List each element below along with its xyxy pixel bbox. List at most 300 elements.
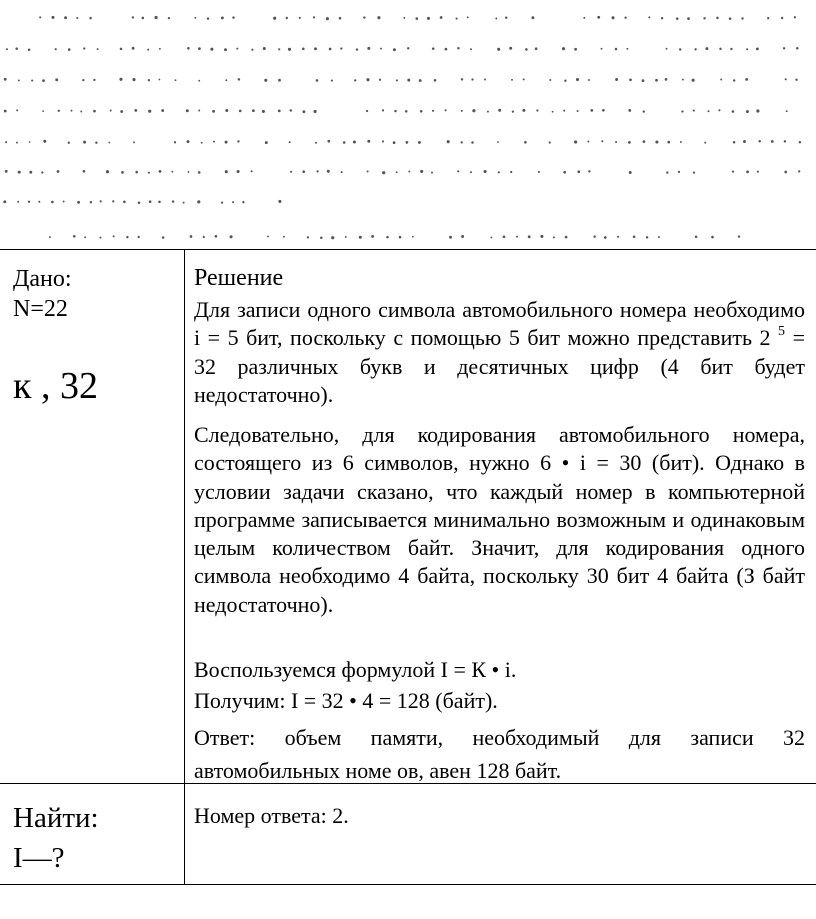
faded-dot <box>467 16 469 18</box>
faded-dot <box>252 109 255 112</box>
faded-dot <box>418 141 421 144</box>
faded-dot <box>363 16 365 18</box>
faded-dot <box>159 170 162 173</box>
faded-dot <box>132 47 135 50</box>
faded-dot <box>148 79 150 81</box>
faded-dot <box>267 235 269 237</box>
faded-dot <box>694 48 696 50</box>
faded-dot <box>743 140 746 143</box>
faded-dot <box>138 201 141 204</box>
faded-dot <box>18 171 21 174</box>
faded-dot <box>29 171 32 174</box>
faded-dot <box>798 170 800 172</box>
faded-dot <box>412 236 414 238</box>
faded-dot <box>16 142 18 144</box>
column-divider <box>184 250 185 884</box>
faded-dot <box>716 17 719 20</box>
faded-dot <box>553 236 555 238</box>
faded-dot <box>503 235 506 238</box>
faded-dot <box>198 171 201 174</box>
faded-dot <box>665 78 668 81</box>
faded-dot <box>343 141 346 144</box>
faded-dot <box>643 110 645 112</box>
paragraph-1-text-a: Для записи одного символа автомобильного номера необходимо i = 5 бит, поскольку с помощью 5 бит можно представить 2 <box>194 297 805 351</box>
faded-dot <box>498 109 501 112</box>
faded-dot <box>593 235 595 237</box>
faded-dot <box>123 201 126 204</box>
faded-dot <box>89 17 91 19</box>
faded-dot <box>535 47 538 50</box>
faded-dot <box>577 170 580 173</box>
faded-dot <box>741 17 743 19</box>
faded-dot <box>626 48 628 50</box>
faded-dot <box>49 236 51 238</box>
faded-dot <box>563 110 565 112</box>
faded-dot <box>278 200 281 203</box>
faded-dot <box>497 141 499 143</box>
faded-dot <box>624 17 626 19</box>
faded-dot <box>198 80 200 82</box>
faded-dot <box>565 236 568 239</box>
faded-dot <box>190 235 193 238</box>
faded-dot <box>55 48 57 50</box>
faded-dot <box>135 171 138 174</box>
faded-dot <box>730 48 732 50</box>
faded-dot <box>676 17 679 20</box>
faded-dot <box>51 201 54 204</box>
faded-dot <box>194 17 196 19</box>
faded-dot <box>316 170 318 172</box>
faded-dot <box>461 78 463 80</box>
faded-dot <box>781 17 783 19</box>
faded-dot <box>604 236 607 239</box>
faded-dot <box>756 109 759 112</box>
faded-dot <box>784 140 786 142</box>
faded-dot <box>711 236 714 239</box>
faded-dot <box>511 79 513 81</box>
faded-dot <box>15 47 18 50</box>
faded-dot <box>432 47 435 50</box>
faded-dot <box>470 171 472 173</box>
faded-dot <box>531 16 534 19</box>
faded-dot <box>83 141 86 144</box>
faded-dot <box>756 47 759 50</box>
faded-dot <box>601 140 603 142</box>
faded-dot <box>794 16 796 18</box>
faded-dot <box>757 171 759 173</box>
faded-dot <box>225 141 228 144</box>
faded-dot <box>440 16 443 19</box>
faded-dot <box>767 17 769 19</box>
faded-dot <box>225 170 228 173</box>
faded-dot <box>80 111 82 113</box>
find-target: I—? <box>13 842 65 874</box>
faded-dot <box>602 109 605 112</box>
faded-dot <box>237 140 239 142</box>
faded-dot <box>687 17 690 20</box>
faded-dot <box>587 141 589 143</box>
faded-dot <box>394 110 396 112</box>
faded-dot <box>183 202 185 204</box>
faded-dot <box>746 48 748 50</box>
faded-dot <box>187 140 190 143</box>
faded-dot <box>447 140 450 143</box>
faded-dot <box>17 201 19 203</box>
faded-dot <box>564 80 566 82</box>
faded-dot <box>238 78 241 81</box>
find-label: Найти: <box>13 802 99 834</box>
faded-dot <box>3 200 6 203</box>
faded-dot <box>41 171 43 173</box>
faded-dot <box>158 79 160 81</box>
faded-dot <box>549 79 551 81</box>
faded-dot <box>77 201 80 204</box>
faded-dot <box>432 110 434 112</box>
faded-dot <box>6 48 8 50</box>
power-exponent: 5 <box>778 323 786 339</box>
faded-dot <box>733 141 736 144</box>
faded-dot <box>367 140 370 143</box>
faded-dot <box>95 142 97 144</box>
faded-dot <box>415 17 418 20</box>
faded-dot <box>359 236 362 239</box>
faded-dot <box>327 170 330 173</box>
faded-dot <box>353 140 356 143</box>
faded-dot <box>210 48 213 51</box>
faded-dot <box>720 79 722 81</box>
faded-dot <box>168 17 170 19</box>
faded-dot <box>419 79 422 82</box>
faded-dot <box>525 48 528 51</box>
faded-dot <box>213 141 215 143</box>
faded-dot <box>329 48 332 51</box>
faded-dot <box>237 170 240 173</box>
faded-dot <box>540 235 543 238</box>
faded-dot <box>590 109 593 112</box>
faded-dot <box>484 170 487 173</box>
faded-dot <box>471 141 474 144</box>
faded-dot <box>407 79 410 82</box>
faded-dot <box>158 201 161 204</box>
faded-dot <box>597 16 600 19</box>
faded-dot <box>110 109 112 111</box>
faded-dot <box>278 79 281 82</box>
faded-dot <box>648 16 650 18</box>
faded-dot <box>655 140 658 143</box>
faded-dot <box>461 110 463 112</box>
faded-dot <box>134 109 137 112</box>
faded-dot <box>509 47 512 50</box>
faded-dot <box>99 237 101 239</box>
faded-dot <box>408 171 410 173</box>
faded-dot <box>405 110 408 113</box>
faded-dot <box>290 171 292 173</box>
faded-dot <box>549 141 551 143</box>
faded-dot <box>783 47 785 49</box>
faded-dot <box>746 170 749 173</box>
faded-dot <box>4 78 7 81</box>
solution-formula: Воспользуемся формулой I = К • i. <box>194 657 517 682</box>
faded-dot <box>230 235 233 238</box>
faded-dot <box>666 48 668 50</box>
faded-dot <box>265 141 268 144</box>
faded-dot <box>679 48 681 50</box>
faded-dot <box>396 171 398 173</box>
faded-dot <box>356 48 358 50</box>
solution-result: Получим: I = 32 • 4 = 128 (байт). <box>194 688 498 713</box>
faded-dot <box>339 17 342 20</box>
faded-dot <box>90 201 92 203</box>
faded-dot <box>615 48 618 51</box>
faded-dot <box>795 79 797 81</box>
solution-title: Решение <box>194 265 284 291</box>
faded-dot <box>302 110 305 113</box>
faded-dot <box>784 171 787 174</box>
faded-text-dots <box>0 0 816 245</box>
faded-dot <box>172 200 174 202</box>
faded-dot <box>307 236 309 238</box>
faded-dot <box>678 171 680 173</box>
faded-dot <box>745 78 748 81</box>
faded-dot <box>113 235 115 237</box>
faded-dot <box>106 170 109 173</box>
faded-dot <box>28 48 31 51</box>
faded-dot <box>42 110 44 112</box>
faded-dot <box>84 236 86 238</box>
faded-dot <box>161 109 164 112</box>
faded-dot <box>251 170 253 172</box>
faded-dot <box>667 141 670 144</box>
faded-dot <box>251 49 253 51</box>
faded-dot <box>262 110 265 113</box>
faded-dot <box>661 17 663 19</box>
faded-dot <box>120 110 123 113</box>
faded-dot <box>28 201 30 203</box>
faded-dot <box>615 78 618 81</box>
faded-dot <box>512 110 514 112</box>
faded-dot <box>487 111 489 113</box>
faded-dot <box>484 79 486 81</box>
faded-dot <box>420 110 423 113</box>
faded-dot <box>461 235 464 238</box>
faded-dot <box>692 79 695 82</box>
faded-dot <box>93 110 96 113</box>
faded-dot <box>186 109 189 112</box>
faded-dot <box>538 171 540 173</box>
faded-dot <box>646 236 648 238</box>
faded-dot <box>132 78 135 81</box>
faded-dot <box>221 202 223 204</box>
faded-dot <box>29 141 31 143</box>
faded-dot <box>302 48 305 51</box>
faded-dot <box>197 200 200 203</box>
faded-dot <box>221 16 224 19</box>
faded-dot <box>758 140 760 142</box>
faded-dot <box>38 201 40 203</box>
faded-dot <box>132 16 134 18</box>
faded-dot <box>278 110 281 113</box>
faded-dot <box>239 110 242 113</box>
faded-dot <box>427 17 430 20</box>
faded-dot <box>289 141 291 143</box>
faded-dot <box>495 18 497 20</box>
faded-dot <box>445 48 448 51</box>
faded-dot <box>232 201 234 203</box>
faded-dot <box>142 17 145 20</box>
faded-dot <box>83 47 85 49</box>
faded-dot <box>273 17 276 20</box>
faded-dot <box>693 171 695 173</box>
faded-dot <box>302 170 305 173</box>
faded-dot <box>4 110 7 113</box>
faded-dot <box>680 141 682 143</box>
faded-dot <box>203 236 205 238</box>
faded-dot <box>796 47 799 50</box>
faded-dot <box>431 171 433 173</box>
given-n-value: N=22 <box>13 296 68 322</box>
faded-dot <box>695 236 698 239</box>
faded-dot <box>5 141 7 143</box>
faded-dot <box>288 48 291 51</box>
faded-dot <box>371 235 374 238</box>
faded-dot <box>331 236 334 239</box>
faded-dot <box>771 140 774 143</box>
faded-dot <box>366 78 369 81</box>
faded-dot <box>242 201 244 203</box>
faded-dot <box>471 78 473 80</box>
faded-dot <box>57 170 60 173</box>
faded-dot <box>588 79 590 81</box>
faded-dot <box>628 141 631 144</box>
faded-dot <box>588 170 590 172</box>
faded-dot <box>577 110 579 112</box>
faded-dot <box>207 17 209 19</box>
faded-dot <box>212 110 215 113</box>
faded-dot <box>174 141 176 143</box>
faded-dot <box>738 235 740 237</box>
faded-dot <box>601 48 603 50</box>
faded-dot <box>523 78 525 80</box>
faded-dot <box>629 78 632 81</box>
faded-dot <box>490 236 492 238</box>
faded-dot <box>97 48 99 50</box>
faded-dot <box>71 110 73 112</box>
faded-dot <box>290 109 292 111</box>
faded-dot <box>799 141 801 143</box>
faded-dot <box>159 48 161 50</box>
faded-dot <box>299 17 301 19</box>
faded-dot <box>82 79 84 81</box>
faded-dot <box>327 140 330 143</box>
faded-dot <box>133 141 135 143</box>
faded-dot <box>611 16 614 19</box>
faded-dot <box>64 16 67 19</box>
faded-dot <box>198 47 201 50</box>
faded-dot <box>470 48 472 50</box>
faded-dot <box>516 236 518 238</box>
faded-dot <box>68 48 71 51</box>
faded-dot <box>403 17 405 19</box>
faded-dot <box>119 78 122 81</box>
faded-dot <box>522 109 525 112</box>
faded-dot <box>63 201 65 203</box>
faded-dot <box>93 79 95 81</box>
faded-dot <box>379 79 381 81</box>
faded-dot <box>83 170 86 173</box>
faded-dot <box>510 171 512 173</box>
faded-dot <box>320 236 323 239</box>
faded-dot <box>331 80 333 82</box>
faded-dot <box>563 171 566 174</box>
faded-dot <box>655 79 658 82</box>
faded-dot <box>5 170 8 173</box>
faded-dot <box>785 78 787 80</box>
answer-number: Номер ответа: 2. <box>194 803 349 828</box>
faded-dot <box>505 16 507 18</box>
faded-dot <box>382 171 385 174</box>
faded-dot <box>148 172 150 174</box>
faded-dot <box>658 236 660 238</box>
faded-dot <box>18 79 20 81</box>
faded-dot <box>666 171 668 173</box>
faded-dot <box>341 171 343 173</box>
faded-dot <box>314 110 317 113</box>
faded-dot <box>732 171 734 173</box>
faded-dot <box>497 48 500 51</box>
faded-dot <box>457 47 459 49</box>
faded-dot <box>263 47 266 50</box>
faded-dot <box>51 16 54 19</box>
faded-dot <box>396 79 398 81</box>
faded-dot <box>149 200 152 203</box>
faded-dot <box>552 111 554 113</box>
faded-dot <box>39 16 41 18</box>
faded-dot <box>354 79 356 81</box>
faded-dot <box>536 109 538 111</box>
faded-dot <box>215 235 218 238</box>
faded-dot <box>406 141 409 144</box>
faded-dot <box>326 17 329 20</box>
faded-dot <box>407 47 409 49</box>
faded-dot <box>704 142 706 144</box>
faded-dot <box>681 110 683 112</box>
faded-dot <box>175 79 177 81</box>
faded-dot <box>366 110 368 112</box>
faded-dot <box>31 80 33 82</box>
faded-dot <box>633 235 636 238</box>
faded-dot <box>456 18 458 20</box>
faded-dot <box>43 140 46 143</box>
faded-dot <box>524 141 527 144</box>
faded-dot <box>399 236 402 239</box>
faded-dot <box>682 79 684 81</box>
faded-dot <box>393 48 396 51</box>
faded-dot <box>313 16 315 18</box>
faded-dot <box>628 109 631 112</box>
faded-dot <box>693 110 695 112</box>
faded-dot <box>68 142 70 144</box>
faded-dot <box>643 140 646 143</box>
faded-dot <box>120 48 123 51</box>
faded-dot <box>58 110 60 112</box>
paragraph-1-text-b: = 32 различных букв и десятичных цифр (4 бит будет недостаточно). <box>194 325 805 407</box>
faded-dot <box>382 140 384 142</box>
faded-dot <box>705 47 708 50</box>
faded-dot <box>201 142 203 144</box>
given-label: Дано: <box>13 266 72 292</box>
faded-dot <box>55 78 58 81</box>
faded-dot <box>147 49 149 51</box>
